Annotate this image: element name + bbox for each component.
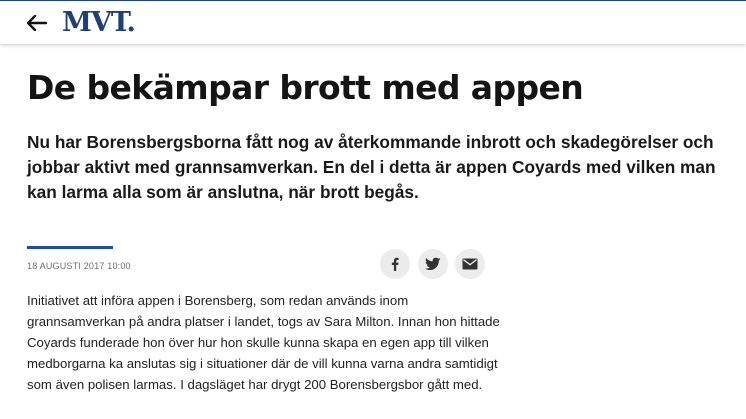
site-logo[interactable]: MVT. bbox=[62, 7, 135, 38]
share-facebook-button[interactable] bbox=[380, 249, 410, 279]
arrow-left-icon bbox=[27, 15, 47, 31]
twitter-icon bbox=[425, 258, 441, 271]
article-headline: De bekämpar brott med appen bbox=[27, 68, 584, 107]
body-paragraph: Initiativet att införa appen i Borensberg, som redan används inom grannsamverkan på andra platser i landet, togs av Sara Milton. Innan hon hittade Coyards funderade hon över hur hon skulle kunna skapa en egen app till vilken medborgarna ka anslutas sig i situationer där de vill kunna varna andra samtidigt som även polisen larmas. I dagsläget har drygt 200 Borensbergsbor gått med. bbox=[27, 293, 500, 392]
accent-rule bbox=[27, 246, 113, 249]
article-lead: Nu har Borensbergsborna fått nog av återkommande inbrott och skadegörelser och jobbar aktivt med grannsamverkan. En del i detta är appen Coyards med vilken man kan larma alla som är anslutna, när brott begås. bbox=[27, 132, 716, 202]
top-bar bbox=[0, 0, 746, 44]
publish-date: 18 AUGUSTI 2017 10:00 bbox=[27, 261, 131, 271]
article-page bbox=[0, 44, 746, 419]
back-button[interactable] bbox=[24, 9, 54, 37]
facebook-icon bbox=[391, 257, 399, 271]
email-icon bbox=[463, 259, 478, 270]
share-email-button[interactable] bbox=[455, 249, 485, 279]
share-twitter-button[interactable] bbox=[418, 249, 448, 279]
article-body bbox=[27, 290, 502, 395]
